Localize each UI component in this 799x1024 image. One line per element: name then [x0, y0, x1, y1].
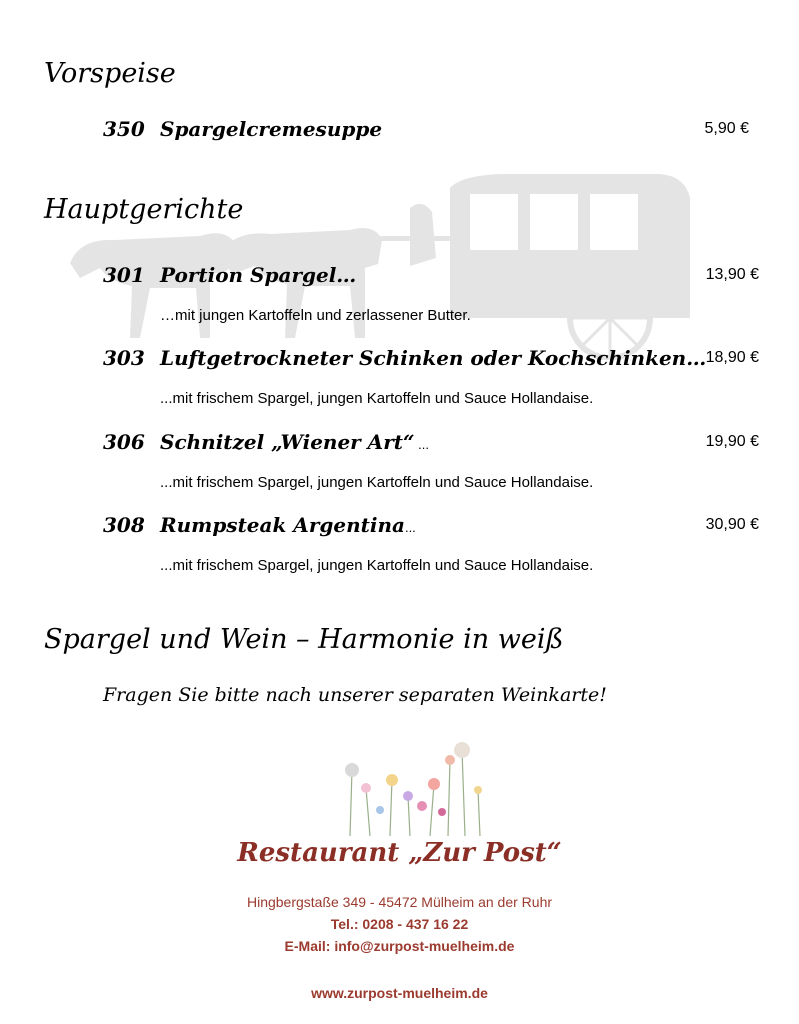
restaurant-name: Restaurant „Zur Post“ [237, 838, 562, 868]
item-price: 30,90 € [705, 516, 759, 533]
item-description: ...mit frischem Spargel, jungen Kartoffeln und Sauce Hollandaise. [160, 557, 594, 574]
item-number: 303 [103, 346, 145, 370]
item-number: 301 [103, 263, 145, 287]
item-number: 350 [103, 117, 145, 141]
wildflowers-icon [330, 740, 490, 836]
item-name: Portion Spargel… [160, 263, 357, 287]
item-price: 13,90 € [705, 266, 759, 283]
item-description: …mit jungen Kartoffeln und zerlassener Butter. [160, 307, 471, 324]
restaurant-website[interactable]: www.zurpost-muelheim.de [311, 985, 488, 1001]
item-number: 306 [103, 430, 145, 454]
item-name: Luftgetrockneter Schinken oder Kochschinken… [160, 346, 707, 370]
item-description: ...mit frischem Spargel, jungen Kartoffeln und Sauce Hollandaise. [160, 390, 594, 407]
section-title-mains: Hauptgerichte [44, 194, 244, 225]
wine-section-title: Spargel und Wein – Harmonie in weiß [44, 624, 564, 655]
restaurant-phone: Tel.: 0208 - 437 16 22 [330, 916, 469, 932]
section-title-starter: Vorspeise [44, 58, 176, 89]
wine-note: Fragen Sie bitte nach unserer separaten Weinkarte! [103, 684, 607, 706]
restaurant-email[interactable]: E-Mail: info@zurpost-muelheim.de [284, 938, 515, 954]
item-description: ...mit frischem Spargel, jungen Kartoffeln und Sauce Hollandaise. [160, 474, 594, 491]
item-price: 5,90 € [704, 120, 749, 137]
restaurant-address: Hingbergstaße 349 - 45472 Mülheim an der Ruhr [246, 894, 553, 910]
item-name: Schnitzel „Wiener Art“ ... [160, 430, 429, 454]
item-price: 19,90 € [705, 433, 759, 450]
item-number: 308 [103, 513, 145, 537]
item-name: Rumpsteak Argentina... [160, 513, 416, 537]
item-price: 18,90 € [705, 349, 759, 366]
item-name: Spargelcremesuppe [160, 117, 383, 141]
